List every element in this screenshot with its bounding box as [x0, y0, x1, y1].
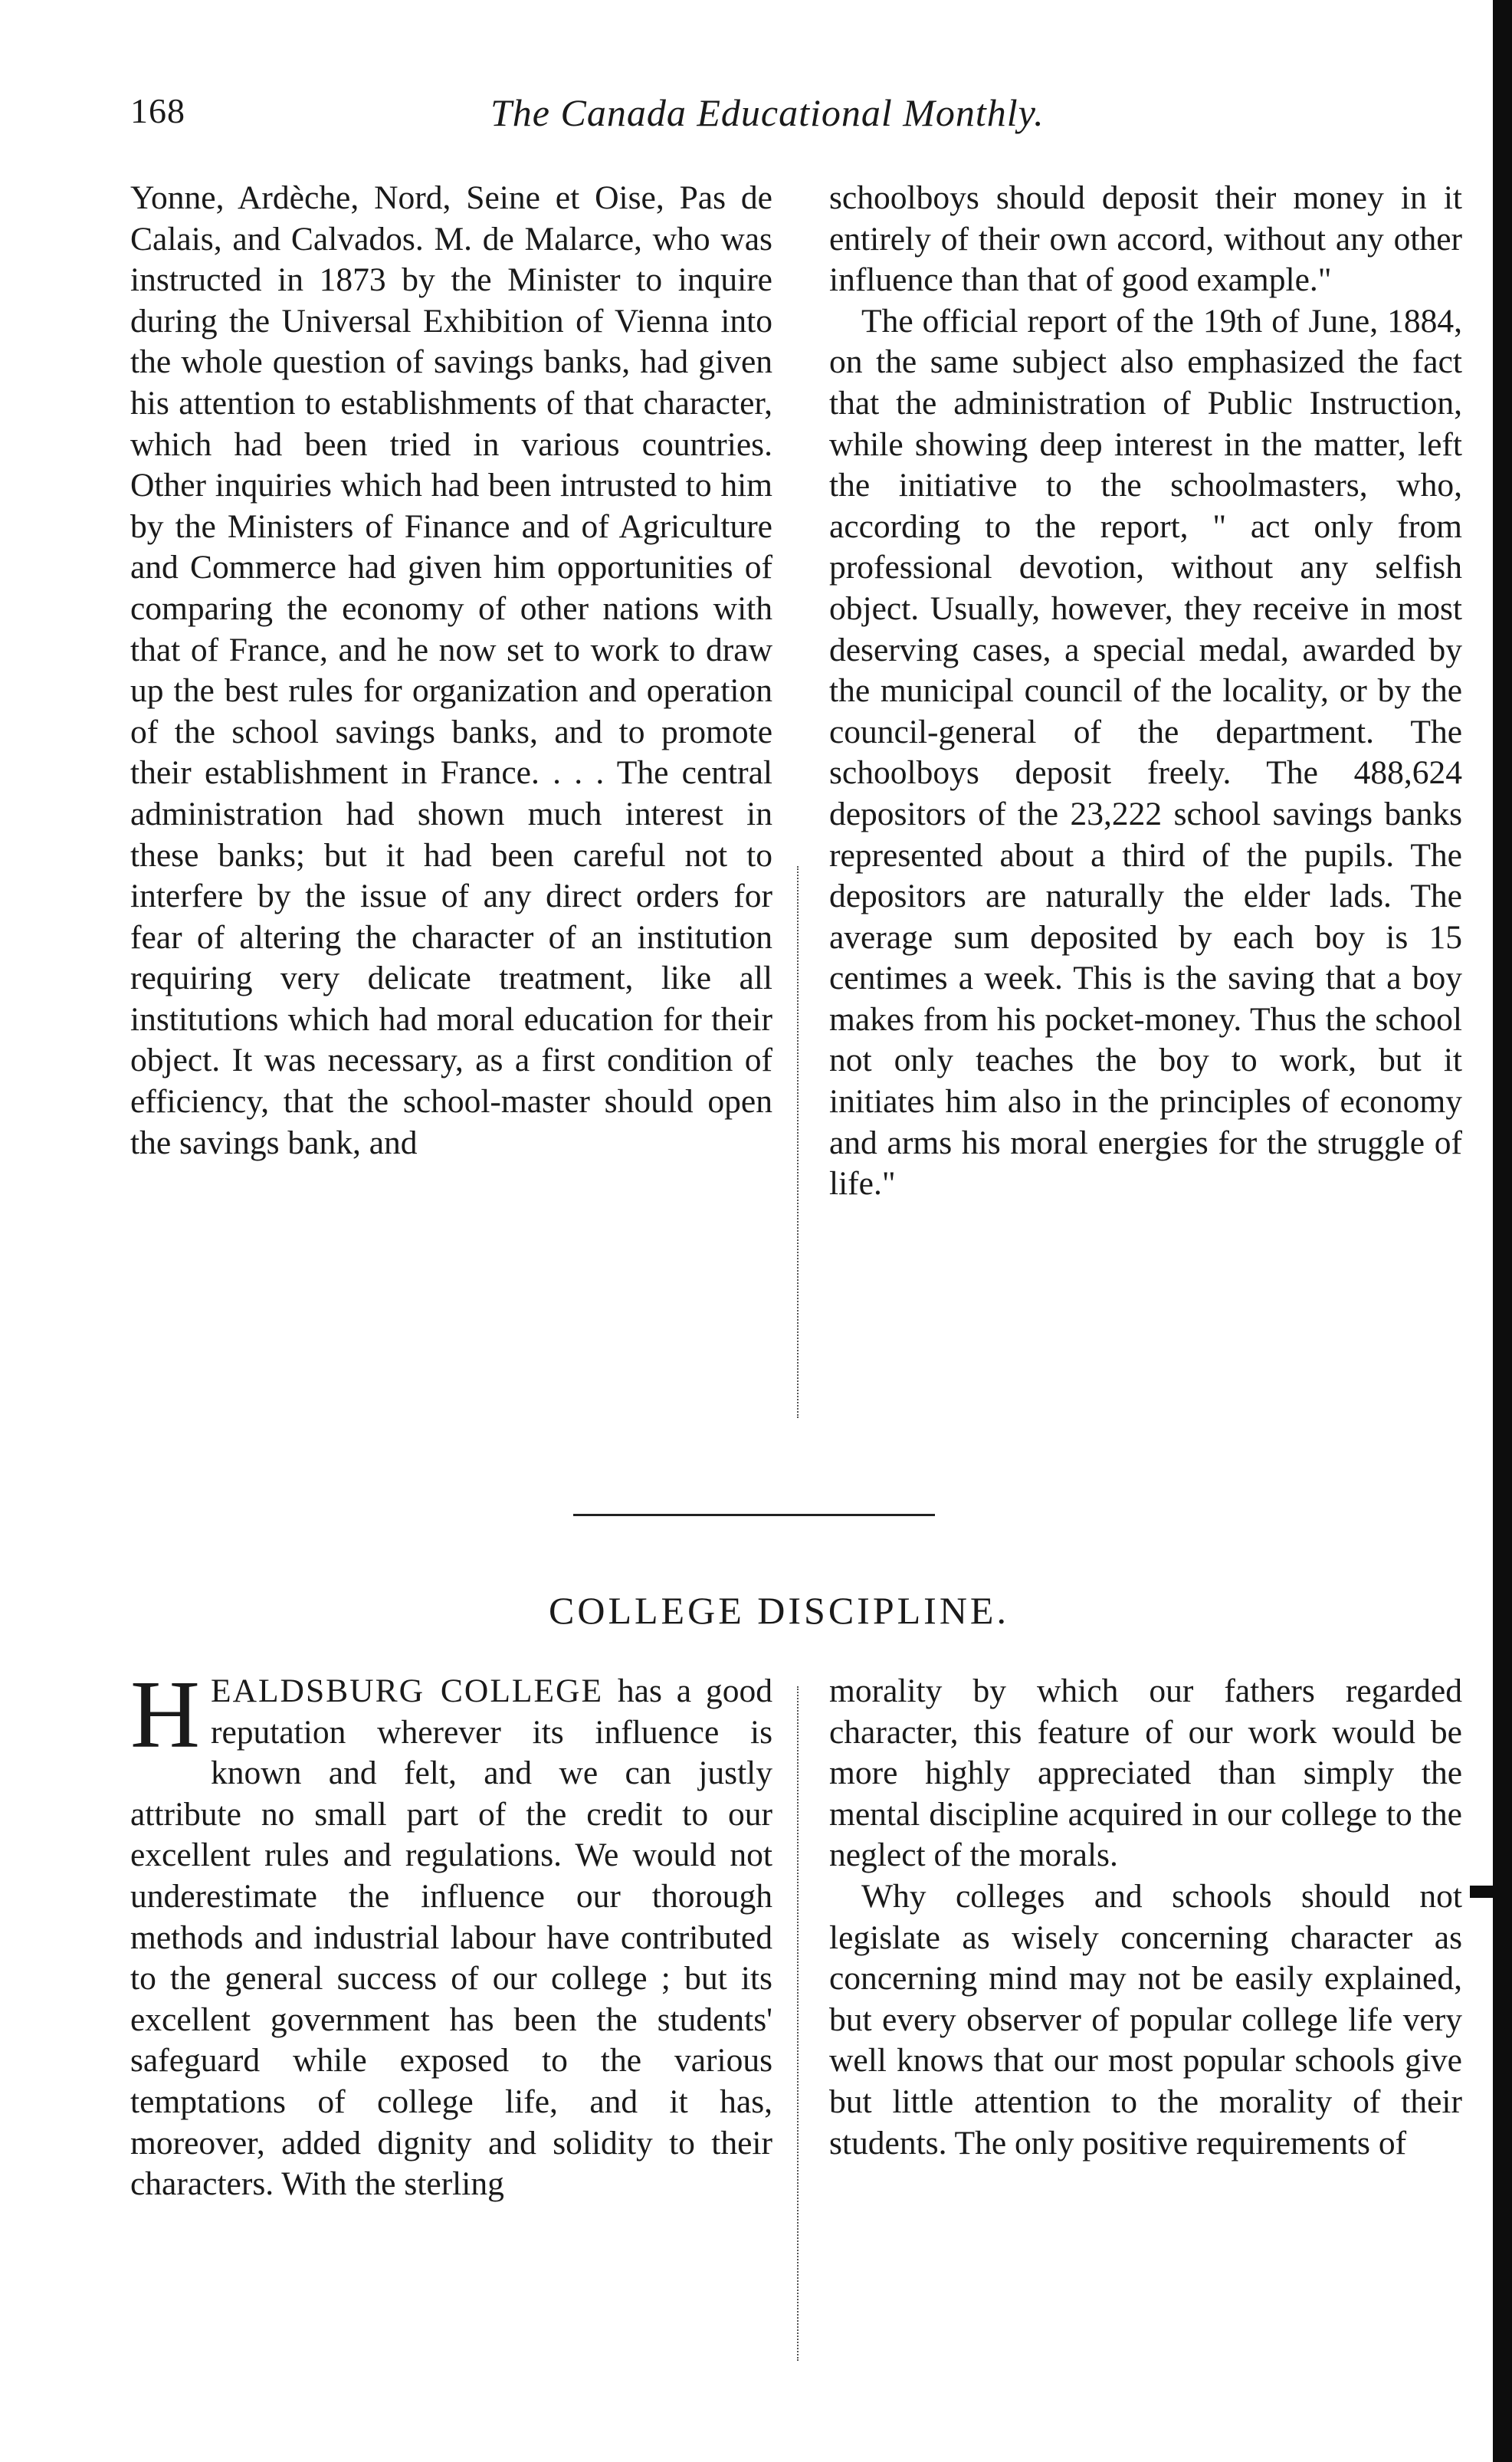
column-divider: [797, 866, 799, 1418]
drop-cap: H: [130, 1662, 200, 1768]
running-title: The Canada Educational Monthly.: [490, 91, 1045, 134]
article1-right-paragraph-2: The official report of the 19th of June, 1884, on the same subject also emphasized the fact that the administration of Public Instruction, while showing deep interest in the matter, left the initiative to the schoolmasters, who, according to the report, " act only from professional devotion, without any selfish object. Usually, however, they receive in most deserving cases, a special medal, awarded by the municipal council of the locality, or by the council-general of the department. The schoolboys deposit freely. The 488,624 depositors of the 23,222 school savings banks represented about a third of the pupils. The depositors are naturally the elder lads. The average sum deposited by each boy is 15 centimes a week. This is the saving that a boy makes from his pocket-money. Thus the school not only teaches the boy to work, but it initiates him also in the principles of economy and arms his moral energies for the struggle of life.": [829, 302, 1462, 1203]
article2-left-paragraph: [130, 1662, 773, 2205]
article2-left-text: has a good reputation wherever its influence is known and felt, and we can justly attribute no small part of the credit to our excellent rules and regulations. We would not underestimate the influence our thorough methods and industrial labour have contributed to the general success of our college ; but its excellent government has been the students' safeguard while exposed to the various temptations of college life, and it has, moreover, added dignity and solidity to their characters. With the sterling: [130, 1673, 773, 2203]
article1-left-text: Yonne, Ardèche, Nord, Seine et Oise, Pas de Calais, and Calvados. M. de Malarce, who was instructed in 1873 by the Minister to inquire during the Universal Exhibition of Vienna into the whole question of savings banks, had given his attention to establishments of that character, which had been tried in various countries. Other inquiries which had been intrusted to him by the Ministers of Finance and of Agriculture and Commerce had given him opportunities of comparing the economy of other nations with that of France, and he now set to work to draw up the best rules for organization and operation of the school savings banks, and to promote their establishment in France. . . . The central administration had shown much interest in these banks; but it had been careful not to interfere by the issue of any direct orders for fear of altering the character of an institution requiring very delicate treatment, like all institutions which had moral education for their object. It was necessary, as a first condition of efficiency, that the school-master should open the savings bank, and: [130, 179, 772, 1161]
article2-left-column: [130, 1662, 773, 2205]
article2-right-paragraph-2: Why colleges and schools should not legislate as wisely concerning character as concerning mind may not be easily explained, but every observer of popular college life very well knows that our most popular schools give but little attention to the morality of their students. The only positive requirements of: [829, 1877, 1462, 2162]
article1-right-column: [829, 178, 1462, 1205]
article2-right-column: [829, 1671, 1462, 2164]
scan-edge-mark: [1470, 1886, 1493, 1898]
article-title: COLLEGE DISCIPLINE.: [549, 1589, 1009, 1632]
scan-edge-shadow: [1493, 0, 1512, 2462]
article1-right-paragraph-1: schoolboys should deposit their money in it entirely of their own accord, without any other influence than that of good example.": [829, 179, 1462, 299]
first-words: EALDSBURG COLLEGE: [211, 1673, 604, 1709]
article2-right-paragraph-1: morality by which our fathers regarded character, this feature of our work would be more highly appreciated than simply the mental discipline acquired in our college to the neglect of the morals.: [829, 1673, 1462, 1874]
article1-left-column: [130, 178, 772, 1164]
column-divider-2: [797, 1686, 799, 2361]
page-number: 168: [130, 91, 185, 130]
section-divider: [573, 1514, 935, 1516]
